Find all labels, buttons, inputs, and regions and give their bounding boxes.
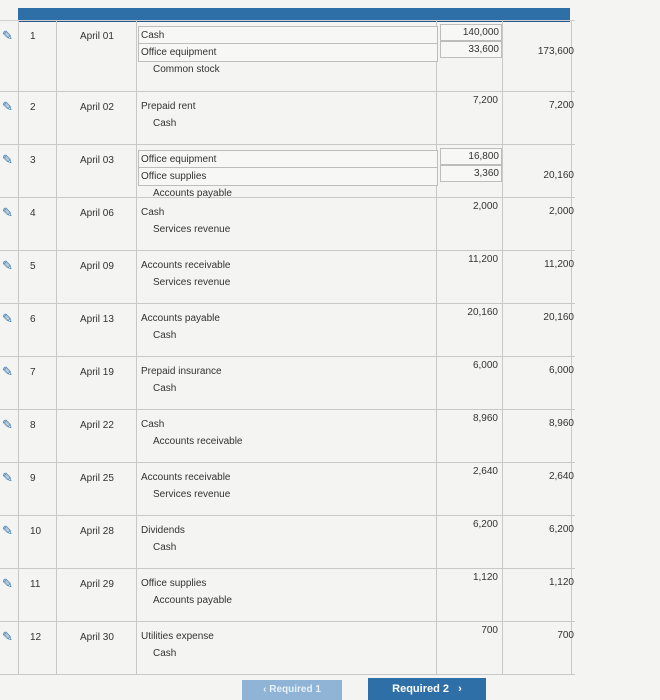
debit-amount: 16,800 — [440, 148, 502, 165]
column-divider — [56, 251, 137, 303]
journal-entry-row — [0, 145, 575, 198]
column-divider — [18, 198, 57, 250]
journal-entry-row — [0, 516, 575, 569]
column-divider — [18, 516, 57, 568]
required-2-button[interactable] — [368, 678, 486, 700]
account-name: Accounts receivable — [141, 472, 231, 483]
entry-number: 10 — [30, 526, 42, 537]
account-name: Cash — [138, 26, 438, 45]
entry-date: April 06 — [80, 208, 114, 219]
account-name: Utilities expense — [141, 631, 214, 642]
debit-amount: 33,600 — [440, 41, 502, 58]
account-name: Services revenue — [153, 277, 231, 288]
pencil-icon[interactable]: ✎ — [2, 258, 13, 273]
column-divider — [18, 21, 57, 91]
credit-amount: 6,200 — [548, 524, 574, 535]
entry-number: 5 — [30, 261, 36, 272]
debit-amount: 3,360 — [440, 165, 502, 182]
journal-entry-row — [0, 92, 575, 145]
journal-entry-row — [0, 21, 575, 92]
account-name: Accounts receivable — [153, 436, 243, 447]
account-name: Cash — [153, 383, 177, 394]
column-divider — [56, 516, 137, 568]
column-divider — [56, 569, 137, 621]
entry-date: April 22 — [80, 420, 114, 431]
entry-date: April 30 — [80, 632, 114, 643]
account-name: Services revenue — [153, 489, 231, 500]
column-divider — [18, 569, 57, 621]
column-divider — [56, 145, 137, 197]
credit-amount: 2,000 — [548, 206, 574, 217]
debit-amount: 8,960 — [472, 413, 498, 424]
entry-date: April 25 — [80, 473, 114, 484]
entry-number: 9 — [30, 473, 36, 484]
chevron-right-icon: › — [452, 683, 462, 695]
entry-number: 7 — [30, 367, 36, 378]
journal-entry-row — [0, 198, 575, 251]
entry-date: April 01 — [80, 31, 114, 42]
account-name: Cash — [153, 648, 177, 659]
debit-amount: 2,000 — [472, 201, 498, 212]
entry-date: April 02 — [80, 102, 114, 113]
credit-amount: 1,120 — [548, 577, 574, 588]
credit-amount: 173,600 — [537, 46, 574, 57]
pencil-icon[interactable]: ✎ — [2, 576, 13, 591]
entry-date: April 28 — [80, 526, 114, 537]
account-name: Services revenue — [153, 224, 231, 235]
account-name: Cash — [153, 542, 177, 553]
pencil-icon[interactable]: ✎ — [2, 417, 13, 432]
journal-table — [0, 20, 575, 675]
credit-amount: 8,960 — [548, 418, 574, 429]
chevron-left-icon: ‹ — [263, 684, 267, 695]
column-divider — [18, 357, 57, 409]
entry-date: April 13 — [80, 314, 114, 325]
journal-entry-row — [0, 251, 575, 304]
account-name: Office equipment — [138, 150, 438, 169]
entry-number: 6 — [30, 314, 36, 325]
account-name: Cash — [141, 419, 165, 430]
account-name: Cash — [141, 207, 165, 218]
column-divider — [56, 92, 137, 144]
account-name: Accounts payable — [153, 595, 232, 606]
debit-amount: 7,200 — [472, 95, 498, 106]
credit-amount: 11,200 — [544, 259, 574, 270]
account-name: Common stock — [153, 64, 220, 75]
account-name: Prepaid rent — [141, 101, 196, 112]
credit-amount: 20,160 — [543, 312, 574, 323]
account-name: Accounts payable — [153, 188, 232, 199]
pencil-icon[interactable]: ✎ — [2, 152, 13, 167]
journal-entry-row — [0, 410, 575, 463]
entry-number: 8 — [30, 420, 36, 431]
journal-entry-row — [0, 463, 575, 516]
pencil-icon[interactable]: ✎ — [2, 629, 13, 644]
entry-number: 11 — [30, 579, 41, 590]
column-divider — [18, 410, 57, 462]
account-name: Office supplies — [138, 167, 438, 186]
column-divider — [56, 198, 137, 250]
debit-amount: 1,120 — [472, 572, 498, 583]
pencil-icon[interactable]: ✎ — [2, 311, 13, 326]
pencil-icon[interactable]: ✎ — [2, 364, 13, 379]
entry-date: April 29 — [80, 579, 114, 590]
account-name: Office supplies — [141, 578, 207, 589]
pencil-icon[interactable]: ✎ — [2, 28, 13, 43]
column-divider — [18, 622, 57, 674]
credit-amount: 2,640 — [548, 471, 574, 482]
debit-amount: 20,160 — [467, 307, 498, 318]
debit-amount: 6,200 — [472, 519, 498, 530]
account-name: Dividends — [141, 525, 185, 536]
debit-amount: 700 — [481, 625, 498, 636]
required-1-button[interactable] — [242, 680, 342, 700]
entry-date: April 09 — [80, 261, 114, 272]
pencil-icon[interactable]: ✎ — [2, 205, 13, 220]
debit-amount: 11,200 — [468, 254, 498, 265]
column-divider — [56, 463, 137, 515]
credit-amount: 700 — [557, 630, 574, 641]
journal-entry-row — [0, 304, 575, 357]
entry-date: April 19 — [80, 367, 114, 378]
column-divider — [56, 357, 137, 409]
column-divider — [18, 251, 57, 303]
account-name: Prepaid insurance — [141, 366, 222, 377]
debit-amount: 2,640 — [472, 466, 498, 477]
credit-amount: 6,000 — [548, 365, 574, 376]
account-name: Office equipment — [138, 43, 438, 62]
required-1-label: Required 1 — [269, 684, 321, 695]
account-name: Cash — [153, 330, 177, 341]
column-divider — [56, 304, 137, 356]
pencil-icon[interactable]: ✎ — [2, 99, 13, 114]
column-divider — [56, 410, 137, 462]
entry-number: 3 — [30, 155, 36, 166]
account-name: Cash — [153, 118, 177, 129]
column-divider — [18, 463, 57, 515]
debit-amount: 140,000 — [440, 24, 502, 41]
credit-amount: 7,200 — [548, 100, 574, 111]
entry-date: April 03 — [80, 155, 114, 166]
account-name: Accounts receivable — [141, 260, 231, 271]
column-divider — [18, 92, 57, 144]
debit-amount: 6,000 — [472, 360, 498, 371]
journal-entry-row — [0, 569, 575, 622]
column-divider — [18, 145, 57, 197]
pencil-icon[interactable]: ✎ — [2, 470, 13, 485]
journal-entry-row — [0, 622, 575, 675]
required-2-label: Required 2 — [392, 683, 449, 695]
credit-amount: 20,160 — [543, 170, 574, 181]
column-divider — [18, 304, 57, 356]
entry-number: 12 — [30, 632, 42, 643]
entry-number: 1 — [30, 31, 36, 42]
journal-entry-row — [0, 357, 575, 410]
entry-number: 4 — [30, 208, 36, 219]
account-name: Accounts payable — [141, 313, 220, 324]
column-divider — [56, 622, 137, 674]
entry-number: 2 — [30, 102, 36, 113]
pencil-icon[interactable]: ✎ — [2, 523, 13, 538]
